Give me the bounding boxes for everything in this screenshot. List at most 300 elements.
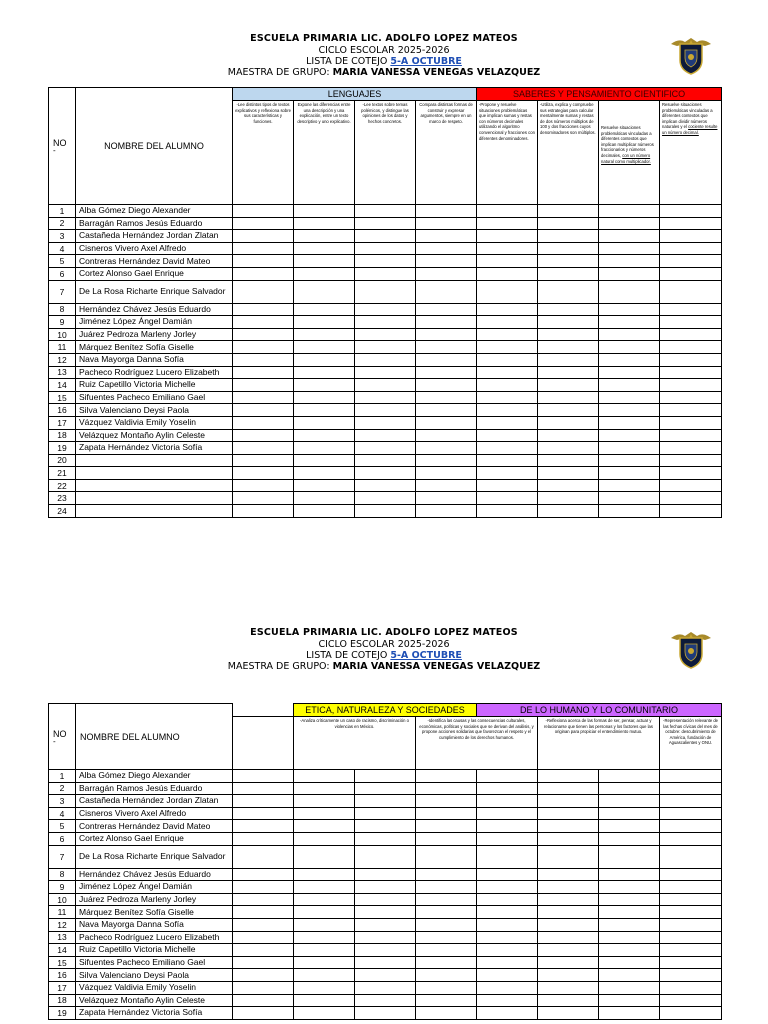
check-cell[interactable] bbox=[660, 906, 722, 919]
check-cell[interactable] bbox=[416, 944, 477, 957]
check-cell[interactable] bbox=[355, 505, 416, 518]
check-cell[interactable] bbox=[233, 242, 294, 255]
check-cell[interactable] bbox=[599, 280, 660, 303]
check-cell[interactable] bbox=[660, 868, 722, 881]
check-cell[interactable] bbox=[599, 366, 660, 379]
check-cell[interactable] bbox=[294, 893, 355, 906]
check-cell[interactable] bbox=[477, 341, 538, 354]
check-cell[interactable] bbox=[416, 391, 477, 404]
check-cell[interactable] bbox=[233, 505, 294, 518]
check-cell[interactable] bbox=[660, 1007, 722, 1020]
check-cell[interactable] bbox=[233, 280, 294, 303]
check-cell[interactable] bbox=[538, 906, 599, 919]
check-cell[interactable] bbox=[599, 956, 660, 969]
check-cell[interactable] bbox=[294, 366, 355, 379]
check-cell[interactable] bbox=[538, 267, 599, 280]
check-cell[interactable] bbox=[538, 981, 599, 994]
check-cell[interactable] bbox=[538, 832, 599, 845]
check-cell[interactable] bbox=[538, 807, 599, 820]
check-cell[interactable] bbox=[599, 832, 660, 845]
check-cell[interactable] bbox=[599, 918, 660, 931]
check-cell[interactable] bbox=[355, 366, 416, 379]
check-cell[interactable] bbox=[233, 994, 294, 1007]
check-cell[interactable] bbox=[477, 1007, 538, 1020]
check-cell[interactable] bbox=[355, 341, 416, 354]
check-cell[interactable] bbox=[355, 280, 416, 303]
check-cell[interactable] bbox=[294, 280, 355, 303]
check-cell[interactable] bbox=[477, 918, 538, 931]
check-cell[interactable] bbox=[538, 881, 599, 894]
check-cell[interactable] bbox=[355, 868, 416, 881]
check-cell[interactable] bbox=[355, 230, 416, 243]
check-cell[interactable] bbox=[233, 353, 294, 366]
check-cell[interactable] bbox=[660, 931, 722, 944]
check-cell[interactable] bbox=[233, 832, 294, 845]
check-cell[interactable] bbox=[538, 242, 599, 255]
check-cell[interactable] bbox=[538, 255, 599, 268]
check-cell[interactable] bbox=[416, 832, 477, 845]
check-cell[interactable] bbox=[233, 956, 294, 969]
check-cell[interactable] bbox=[599, 341, 660, 354]
check-cell[interactable] bbox=[477, 492, 538, 505]
check-cell[interactable] bbox=[660, 366, 722, 379]
check-cell[interactable] bbox=[355, 353, 416, 366]
check-cell[interactable] bbox=[538, 931, 599, 944]
check-cell[interactable] bbox=[294, 328, 355, 341]
check-cell[interactable] bbox=[294, 782, 355, 795]
check-cell[interactable] bbox=[233, 492, 294, 505]
check-cell[interactable] bbox=[416, 492, 477, 505]
check-cell[interactable] bbox=[477, 379, 538, 392]
check-cell[interactable] bbox=[538, 429, 599, 442]
check-cell[interactable] bbox=[233, 782, 294, 795]
check-cell[interactable] bbox=[660, 416, 722, 429]
check-cell[interactable] bbox=[233, 217, 294, 230]
check-cell[interactable] bbox=[233, 442, 294, 455]
check-cell[interactable] bbox=[477, 505, 538, 518]
check-cell[interactable] bbox=[233, 1007, 294, 1020]
check-cell[interactable] bbox=[355, 416, 416, 429]
check-cell[interactable] bbox=[294, 353, 355, 366]
check-cell[interactable] bbox=[599, 353, 660, 366]
check-cell[interactable] bbox=[294, 242, 355, 255]
check-cell[interactable] bbox=[599, 303, 660, 316]
check-cell[interactable] bbox=[599, 931, 660, 944]
check-cell[interactable] bbox=[538, 379, 599, 392]
check-cell[interactable] bbox=[538, 230, 599, 243]
check-cell[interactable] bbox=[355, 845, 416, 868]
check-cell[interactable] bbox=[416, 505, 477, 518]
check-cell[interactable] bbox=[233, 467, 294, 480]
check-cell[interactable] bbox=[416, 893, 477, 906]
check-cell[interactable] bbox=[660, 893, 722, 906]
check-cell[interactable] bbox=[355, 795, 416, 808]
check-cell[interactable] bbox=[477, 230, 538, 243]
check-cell[interactable] bbox=[294, 770, 355, 783]
check-cell[interactable] bbox=[477, 994, 538, 1007]
check-cell[interactable] bbox=[233, 981, 294, 994]
check-cell[interactable] bbox=[477, 429, 538, 442]
check-cell[interactable] bbox=[416, 770, 477, 783]
check-cell[interactable] bbox=[538, 353, 599, 366]
check-cell[interactable] bbox=[538, 391, 599, 404]
check-cell[interactable] bbox=[599, 881, 660, 894]
check-cell[interactable] bbox=[355, 782, 416, 795]
check-cell[interactable] bbox=[477, 981, 538, 994]
check-cell[interactable] bbox=[599, 782, 660, 795]
check-cell[interactable] bbox=[233, 366, 294, 379]
check-cell[interactable] bbox=[477, 416, 538, 429]
check-cell[interactable] bbox=[233, 795, 294, 808]
check-cell[interactable] bbox=[538, 404, 599, 417]
check-cell[interactable] bbox=[233, 404, 294, 417]
check-cell[interactable] bbox=[660, 280, 722, 303]
check-cell[interactable] bbox=[477, 969, 538, 982]
check-cell[interactable] bbox=[660, 379, 722, 392]
check-cell[interactable] bbox=[233, 807, 294, 820]
check-cell[interactable] bbox=[355, 832, 416, 845]
check-cell[interactable] bbox=[538, 770, 599, 783]
check-cell[interactable] bbox=[599, 770, 660, 783]
check-cell[interactable] bbox=[660, 391, 722, 404]
check-cell[interactable] bbox=[538, 969, 599, 982]
check-cell[interactable] bbox=[416, 366, 477, 379]
check-cell[interactable] bbox=[477, 881, 538, 894]
check-cell[interactable] bbox=[233, 205, 294, 218]
check-cell[interactable] bbox=[416, 906, 477, 919]
check-cell[interactable] bbox=[477, 242, 538, 255]
check-cell[interactable] bbox=[660, 795, 722, 808]
check-cell[interactable] bbox=[355, 893, 416, 906]
check-cell[interactable] bbox=[416, 1007, 477, 1020]
check-cell[interactable] bbox=[599, 906, 660, 919]
check-cell[interactable] bbox=[477, 366, 538, 379]
check-cell[interactable] bbox=[660, 944, 722, 957]
check-cell[interactable] bbox=[660, 770, 722, 783]
check-cell[interactable] bbox=[355, 906, 416, 919]
check-cell[interactable] bbox=[538, 944, 599, 957]
check-cell[interactable] bbox=[660, 230, 722, 243]
check-cell[interactable] bbox=[477, 391, 538, 404]
check-cell[interactable] bbox=[477, 893, 538, 906]
check-cell[interactable] bbox=[599, 379, 660, 392]
check-cell[interactable] bbox=[599, 944, 660, 957]
check-cell[interactable] bbox=[599, 230, 660, 243]
check-cell[interactable] bbox=[599, 205, 660, 218]
check-cell[interactable] bbox=[355, 267, 416, 280]
check-cell[interactable] bbox=[416, 807, 477, 820]
check-cell[interactable] bbox=[294, 454, 355, 467]
check-cell[interactable] bbox=[660, 820, 722, 833]
check-cell[interactable] bbox=[538, 994, 599, 1007]
check-cell[interactable] bbox=[294, 820, 355, 833]
check-cell[interactable] bbox=[416, 404, 477, 417]
check-cell[interactable] bbox=[538, 845, 599, 868]
check-cell[interactable] bbox=[538, 303, 599, 316]
check-cell[interactable] bbox=[294, 230, 355, 243]
check-cell[interactable] bbox=[477, 316, 538, 329]
check-cell[interactable] bbox=[233, 845, 294, 868]
check-cell[interactable] bbox=[233, 906, 294, 919]
check-cell[interactable] bbox=[355, 316, 416, 329]
check-cell[interactable] bbox=[294, 795, 355, 808]
check-cell[interactable] bbox=[416, 416, 477, 429]
check-cell[interactable] bbox=[233, 918, 294, 931]
check-cell[interactable] bbox=[355, 981, 416, 994]
check-cell[interactable] bbox=[599, 429, 660, 442]
check-cell[interactable] bbox=[355, 303, 416, 316]
check-cell[interactable] bbox=[660, 217, 722, 230]
check-cell[interactable] bbox=[233, 230, 294, 243]
check-cell[interactable] bbox=[233, 893, 294, 906]
check-cell[interactable] bbox=[599, 391, 660, 404]
check-cell[interactable] bbox=[660, 316, 722, 329]
check-cell[interactable] bbox=[599, 316, 660, 329]
check-cell[interactable] bbox=[477, 770, 538, 783]
check-cell[interactable] bbox=[416, 442, 477, 455]
check-cell[interactable] bbox=[599, 404, 660, 417]
check-cell[interactable] bbox=[355, 994, 416, 1007]
check-cell[interactable] bbox=[233, 868, 294, 881]
check-cell[interactable] bbox=[416, 255, 477, 268]
check-cell[interactable] bbox=[355, 404, 416, 417]
check-cell[interactable] bbox=[294, 981, 355, 994]
check-cell[interactable] bbox=[294, 429, 355, 442]
check-cell[interactable] bbox=[416, 316, 477, 329]
check-cell[interactable] bbox=[294, 845, 355, 868]
check-cell[interactable] bbox=[294, 1007, 355, 1020]
check-cell[interactable] bbox=[660, 832, 722, 845]
check-cell[interactable] bbox=[538, 416, 599, 429]
check-cell[interactable] bbox=[599, 454, 660, 467]
check-cell[interactable] bbox=[660, 881, 722, 894]
check-cell[interactable] bbox=[538, 205, 599, 218]
check-cell[interactable] bbox=[416, 782, 477, 795]
check-cell[interactable] bbox=[294, 918, 355, 931]
check-cell[interactable] bbox=[599, 328, 660, 341]
check-cell[interactable] bbox=[599, 267, 660, 280]
check-cell[interactable] bbox=[538, 316, 599, 329]
check-cell[interactable] bbox=[294, 316, 355, 329]
check-cell[interactable] bbox=[599, 479, 660, 492]
check-cell[interactable] bbox=[660, 981, 722, 994]
check-cell[interactable] bbox=[416, 820, 477, 833]
check-cell[interactable] bbox=[233, 303, 294, 316]
check-cell[interactable] bbox=[416, 379, 477, 392]
check-cell[interactable] bbox=[660, 782, 722, 795]
check-cell[interactable] bbox=[294, 807, 355, 820]
check-cell[interactable] bbox=[660, 242, 722, 255]
check-cell[interactable] bbox=[233, 416, 294, 429]
check-cell[interactable] bbox=[355, 956, 416, 969]
check-cell[interactable] bbox=[477, 467, 538, 480]
check-cell[interactable] bbox=[660, 442, 722, 455]
check-cell[interactable] bbox=[416, 242, 477, 255]
check-cell[interactable] bbox=[660, 328, 722, 341]
check-cell[interactable] bbox=[538, 467, 599, 480]
check-cell[interactable] bbox=[599, 442, 660, 455]
check-cell[interactable] bbox=[538, 366, 599, 379]
check-cell[interactable] bbox=[599, 868, 660, 881]
check-cell[interactable] bbox=[477, 217, 538, 230]
check-cell[interactable] bbox=[538, 217, 599, 230]
check-cell[interactable] bbox=[477, 205, 538, 218]
check-cell[interactable] bbox=[538, 479, 599, 492]
check-cell[interactable] bbox=[355, 918, 416, 931]
check-cell[interactable] bbox=[355, 931, 416, 944]
check-cell[interactable] bbox=[355, 255, 416, 268]
check-cell[interactable] bbox=[233, 454, 294, 467]
check-cell[interactable] bbox=[599, 820, 660, 833]
check-cell[interactable] bbox=[294, 416, 355, 429]
check-cell[interactable] bbox=[477, 832, 538, 845]
check-cell[interactable] bbox=[599, 807, 660, 820]
check-cell[interactable] bbox=[660, 505, 722, 518]
check-cell[interactable] bbox=[477, 956, 538, 969]
check-cell[interactable] bbox=[294, 868, 355, 881]
check-cell[interactable] bbox=[233, 316, 294, 329]
check-cell[interactable] bbox=[599, 969, 660, 982]
check-cell[interactable] bbox=[294, 969, 355, 982]
check-cell[interactable] bbox=[294, 906, 355, 919]
check-cell[interactable] bbox=[294, 492, 355, 505]
check-cell[interactable] bbox=[416, 429, 477, 442]
check-cell[interactable] bbox=[477, 906, 538, 919]
check-cell[interactable] bbox=[416, 931, 477, 944]
check-cell[interactable] bbox=[477, 807, 538, 820]
check-cell[interactable] bbox=[538, 782, 599, 795]
check-cell[interactable] bbox=[599, 242, 660, 255]
check-cell[interactable] bbox=[538, 328, 599, 341]
check-cell[interactable] bbox=[233, 820, 294, 833]
check-cell[interactable] bbox=[477, 328, 538, 341]
check-cell[interactable] bbox=[355, 820, 416, 833]
check-cell[interactable] bbox=[599, 981, 660, 994]
check-cell[interactable] bbox=[538, 492, 599, 505]
check-cell[interactable] bbox=[599, 795, 660, 808]
check-cell[interactable] bbox=[477, 353, 538, 366]
check-cell[interactable] bbox=[416, 205, 477, 218]
check-cell[interactable] bbox=[416, 795, 477, 808]
check-cell[interactable] bbox=[233, 328, 294, 341]
check-cell[interactable] bbox=[477, 303, 538, 316]
check-cell[interactable] bbox=[538, 820, 599, 833]
check-cell[interactable] bbox=[477, 782, 538, 795]
check-cell[interactable] bbox=[355, 944, 416, 957]
check-cell[interactable] bbox=[538, 442, 599, 455]
check-cell[interactable] bbox=[599, 505, 660, 518]
check-cell[interactable] bbox=[233, 969, 294, 982]
check-cell[interactable] bbox=[294, 479, 355, 492]
check-cell[interactable] bbox=[416, 267, 477, 280]
check-cell[interactable] bbox=[294, 404, 355, 417]
check-cell[interactable] bbox=[660, 994, 722, 1007]
check-cell[interactable] bbox=[660, 404, 722, 417]
check-cell[interactable] bbox=[355, 328, 416, 341]
check-cell[interactable] bbox=[416, 353, 477, 366]
check-cell[interactable] bbox=[538, 918, 599, 931]
check-cell[interactable] bbox=[355, 969, 416, 982]
check-cell[interactable] bbox=[416, 303, 477, 316]
check-cell[interactable] bbox=[355, 479, 416, 492]
check-cell[interactable] bbox=[538, 956, 599, 969]
check-cell[interactable] bbox=[416, 454, 477, 467]
check-cell[interactable] bbox=[416, 981, 477, 994]
check-cell[interactable] bbox=[416, 230, 477, 243]
check-cell[interactable] bbox=[477, 479, 538, 492]
check-cell[interactable] bbox=[416, 881, 477, 894]
check-cell[interactable] bbox=[294, 832, 355, 845]
check-cell[interactable] bbox=[233, 379, 294, 392]
check-cell[interactable] bbox=[477, 255, 538, 268]
check-cell[interactable] bbox=[233, 770, 294, 783]
check-cell[interactable] bbox=[233, 255, 294, 268]
check-cell[interactable] bbox=[599, 467, 660, 480]
check-cell[interactable] bbox=[477, 820, 538, 833]
check-cell[interactable] bbox=[538, 454, 599, 467]
check-cell[interactable] bbox=[294, 205, 355, 218]
check-cell[interactable] bbox=[660, 807, 722, 820]
check-cell[interactable] bbox=[660, 969, 722, 982]
check-cell[interactable] bbox=[477, 404, 538, 417]
check-cell[interactable] bbox=[294, 267, 355, 280]
check-cell[interactable] bbox=[233, 881, 294, 894]
check-cell[interactable] bbox=[294, 944, 355, 957]
check-cell[interactable] bbox=[477, 795, 538, 808]
check-cell[interactable] bbox=[233, 944, 294, 957]
check-cell[interactable] bbox=[416, 341, 477, 354]
check-cell[interactable] bbox=[233, 931, 294, 944]
check-cell[interactable] bbox=[294, 467, 355, 480]
check-cell[interactable] bbox=[538, 795, 599, 808]
check-cell[interactable] bbox=[294, 379, 355, 392]
check-cell[interactable] bbox=[660, 303, 722, 316]
check-cell[interactable] bbox=[538, 341, 599, 354]
check-cell[interactable] bbox=[355, 492, 416, 505]
check-cell[interactable] bbox=[660, 341, 722, 354]
check-cell[interactable] bbox=[294, 255, 355, 268]
check-cell[interactable] bbox=[294, 881, 355, 894]
check-cell[interactable] bbox=[538, 280, 599, 303]
check-cell[interactable] bbox=[599, 845, 660, 868]
check-cell[interactable] bbox=[355, 1007, 416, 1020]
check-cell[interactable] bbox=[477, 931, 538, 944]
check-cell[interactable] bbox=[416, 479, 477, 492]
check-cell[interactable] bbox=[538, 868, 599, 881]
check-cell[interactable] bbox=[294, 931, 355, 944]
check-cell[interactable] bbox=[294, 341, 355, 354]
check-cell[interactable] bbox=[355, 217, 416, 230]
check-cell[interactable] bbox=[355, 442, 416, 455]
check-cell[interactable] bbox=[416, 994, 477, 1007]
check-cell[interactable] bbox=[660, 267, 722, 280]
check-cell[interactable] bbox=[416, 969, 477, 982]
check-cell[interactable] bbox=[416, 280, 477, 303]
check-cell[interactable] bbox=[294, 505, 355, 518]
check-cell[interactable] bbox=[660, 467, 722, 480]
check-cell[interactable] bbox=[599, 492, 660, 505]
check-cell[interactable] bbox=[599, 217, 660, 230]
check-cell[interactable] bbox=[416, 467, 477, 480]
check-cell[interactable] bbox=[599, 1007, 660, 1020]
check-cell[interactable] bbox=[599, 255, 660, 268]
check-cell[interactable] bbox=[660, 845, 722, 868]
check-cell[interactable] bbox=[294, 994, 355, 1007]
check-cell[interactable] bbox=[660, 205, 722, 218]
check-cell[interactable] bbox=[294, 442, 355, 455]
check-cell[interactable] bbox=[660, 353, 722, 366]
check-cell[interactable] bbox=[355, 205, 416, 218]
